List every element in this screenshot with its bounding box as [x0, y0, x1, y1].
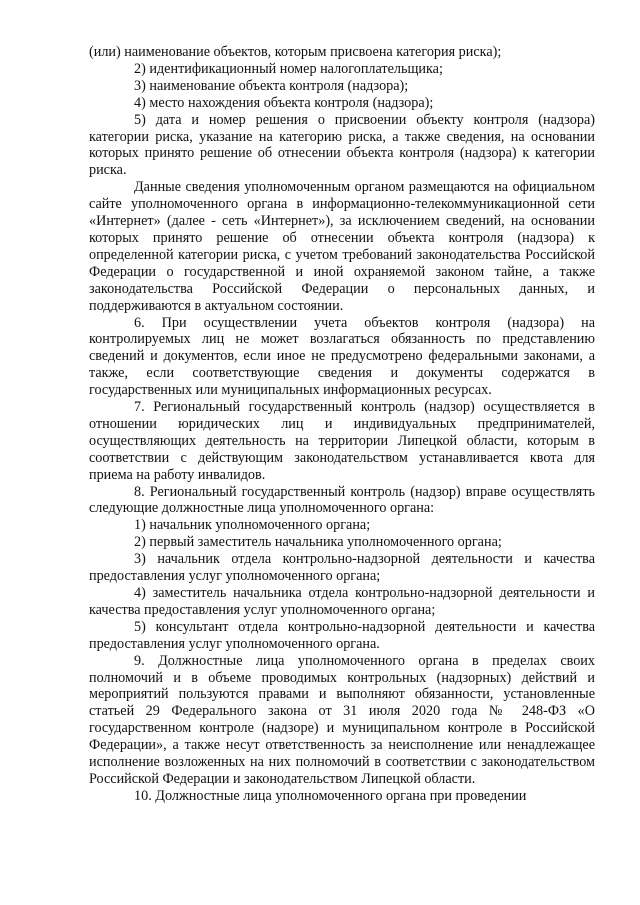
- paragraph-officer-4: 4) заместитель начальника отдела контрольно-надзорной деятельности и качества предоставления услуг уполномоченного органа;: [89, 585, 595, 618]
- paragraph-item-2-inn: 2) идентификационный номер налогоплательщика;: [134, 60, 443, 77]
- paragraph-item-4-location: 4) место нахождения объекта контроля (надзора);: [134, 94, 434, 111]
- paragraph-officer-1: 1) начальник уполномоченного органа;: [134, 517, 371, 534]
- paragraph-item-3-object-name: 3) наименование объекта контроля (надзора);: [134, 77, 409, 94]
- paragraph-list-continuation: (или) наименование объектов, которым присвоена категория риска);: [89, 44, 502, 60]
- paragraph-officer-5: 5) консультант отдела контрольно-надзорной деятельности и качества предоставления услуг уполномоченного органа.: [89, 618, 595, 652]
- paragraph-clause-9: 9. Должностные лица уполномоченного органа в пределах своих полномочий и в объеме проводимых контрольных (надзорных) действий и мероприятий пользуются правами и выполняют обязанности, установленные статьей 29 Федерального закона от 31 июля 2020 года № 248-ФЗ «О государственном контроле (надзоре) и муниципальном контроле в Российской Федерации», а также несут ответственность за неисполнение или ненадлежащее исполнение возложенных на них полномочий в соответствии с законодательством Российской Федерации и законодательством Липецкой области.: [89, 652, 595, 787]
- paragraph-clause-6: 6. При осуществлении учета объектов контроля (надзора) на контролируемых лиц не может возлагаться обязанность по представлению сведений и документов, если иное не предусмотрено федеральными законами, а также, если соответствующие сведения и документы содержатся в государственных или муниципальных информационных ресурсах.: [89, 314, 595, 399]
- paragraph-officer-3: 3) начальник отдела контрольно-надзорной деятельности и качества предоставления услуг уполномоченного органа;: [89, 551, 595, 585]
- paragraph-officer-2: 2) первый заместитель начальника уполномоченного органа;: [134, 534, 502, 551]
- paragraph-publication: Данные сведения уполномоченным органом размещаются на официальном сайте уполномоченного органа в информационно-телекоммуникационной сети «Интернет» (далее - сеть «Интернет»), за исключением сведений, на основании которых принято решение об отнесении объекта контроля (надзора) к определенной категории риска, с учетом требований законодательства Российской Федерации о государственной и иной охраняемой законом тайне, а также законодательства Российской Федерации о персональных данных, и поддерживаются в актуальном состоянии.: [89, 179, 595, 314]
- paragraph-clause-7: 7. Региональный государственный контроль (надзор) осуществляется в отношении юридических лиц и индивидуальных предпринимателей, осуществляющих деятельность на территории Липецкой области, которым в соответствии с действующим законодательством устанавливается квота для приема на работу инвалидов.: [89, 399, 595, 483]
- paragraph-clause-10: 10. Должностные лица уполномоченного органа при проведении: [134, 787, 527, 804]
- paragraph-clause-8: 8. Региональный государственный контроль (надзор) вправе осуществлять следующие должностные лица уполномоченного органа:: [89, 483, 595, 517]
- document-page: [89, 44, 595, 805]
- paragraph-item-5-decision: 5) дата и номер решения о присвоении объекту контроля (надзора) категории риска, указание на категорию риска, а также сведения, на основании которых принято решение об отнесении объекта контроля (надзора) к категории риска.: [89, 111, 595, 179]
